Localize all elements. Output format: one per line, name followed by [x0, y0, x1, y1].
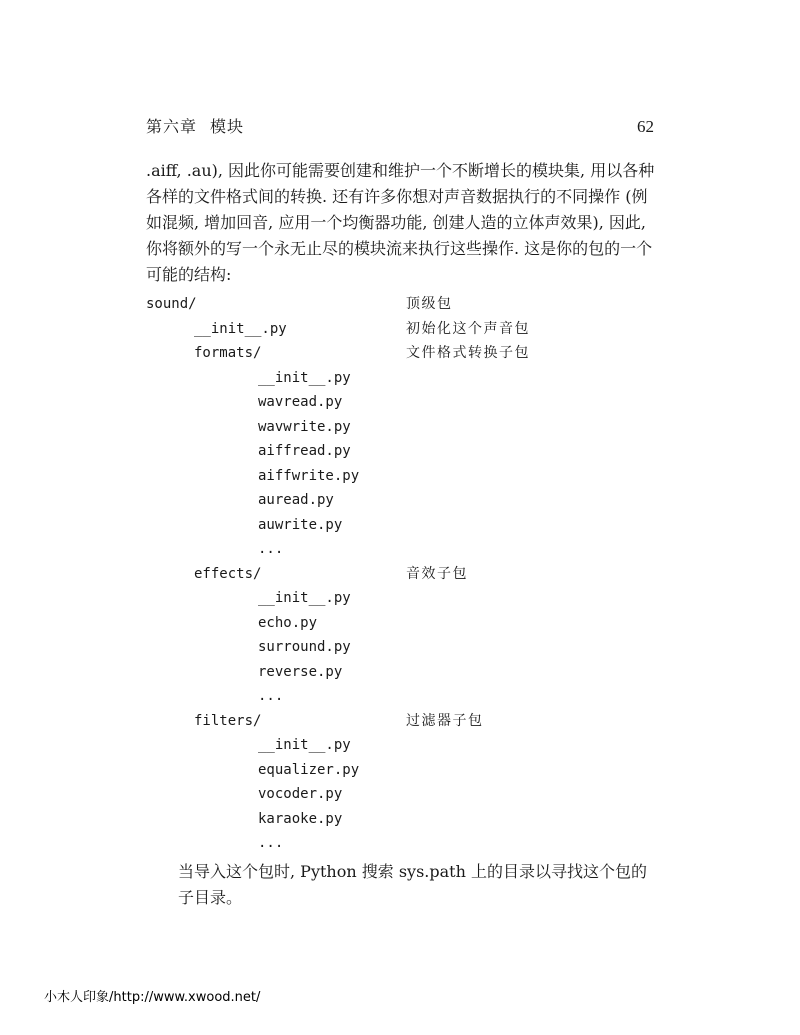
intro-paragraph: .aiff, .au), 因此你可能需要创建和维护一个不断增长的模块集, 用以各种各样的文件格式间的转换. 还有许多你想对声音数据执行的不同操作 (例如混频, 增加回音, 应用一个均衡器功能, 创建人造的立体声效果), 因此, 你将额外的写一个永无止尽的模块流来执行这些操作. 这是你的包的一个可能的结构: — [146, 161, 655, 284]
tree-entry-name: equalizer.py — [258, 761, 360, 778]
tree-entry-name: ... — [258, 688, 284, 704]
tree-entry-comment: 顶级包 — [406, 296, 453, 312]
tree-row — [146, 415, 666, 440]
tree-row — [146, 660, 666, 685]
tree-entry-name: echo.py — [258, 614, 318, 631]
tree-row — [146, 366, 666, 391]
tree-row — [146, 635, 666, 660]
tree-row — [146, 684, 666, 709]
tree-entry-name: karaoke.py — [258, 810, 343, 827]
tree-row — [146, 758, 666, 783]
tree-entry-name: reverse.py — [258, 663, 343, 680]
tree-entry-name: __init__.py — [258, 369, 351, 386]
tree-entry-name: surround.py — [258, 639, 351, 655]
tree-row — [146, 341, 666, 366]
tree-row — [146, 513, 666, 538]
tree-row — [146, 390, 666, 415]
tree-row — [146, 292, 666, 317]
tree-row — [146, 317, 666, 342]
page-header — [146, 112, 654, 142]
tree-entry-name: wavwrite.py — [258, 418, 351, 435]
page-number: 62 — [637, 117, 654, 136]
tree-entry-name: auwrite.py — [258, 516, 343, 533]
tree-entry-name: __init__.py — [194, 320, 287, 337]
tree-entry-name: auread.py — [258, 492, 334, 508]
tree-row — [146, 439, 666, 464]
tree-entry-name: wavread.py — [258, 394, 343, 410]
tree-entry-name: aiffwrite.py — [258, 467, 360, 484]
tree-row — [146, 709, 666, 734]
tree-entry-name: vocoder.py — [258, 786, 343, 802]
tree-entry-comment: 音效子包 — [406, 565, 468, 582]
tree-row — [146, 831, 666, 856]
tree-entry-name: effects/ — [194, 565, 262, 582]
tree-entry-name: sound/ — [146, 296, 197, 312]
section-title: 模块 — [210, 117, 245, 136]
tree-row — [146, 586, 666, 611]
tree-entry-comment: 过滤器子包 — [406, 712, 484, 729]
chapter-label: 第六章 — [146, 117, 198, 136]
package-structure-listing — [146, 292, 666, 856]
tree-row — [146, 488, 666, 513]
tree-entry-name: aiffread.py — [258, 443, 351, 459]
tree-row — [146, 733, 666, 758]
tree-row — [146, 807, 666, 832]
tree-entry-name: __init__.py — [258, 590, 351, 606]
tree-entry-name: __init__.py — [258, 737, 351, 753]
tree-entry-name: ... — [258, 541, 284, 557]
tree-entry-name: ... — [258, 835, 284, 851]
tree-row — [146, 537, 666, 562]
tree-entry-comment: 文件格式转换子包 — [406, 345, 530, 361]
tree-row — [146, 782, 666, 807]
tree-entry-name: formats/ — [194, 345, 262, 361]
footer-watermark: 小木人印象/http://www.xwood.net/ — [44, 990, 261, 1005]
tree-row — [146, 464, 666, 489]
closing-paragraph: 当导入这个包时, Python 搜索 sys.path 上的目录以寻找这个包的子目录。 — [178, 862, 647, 907]
tree-entry-name: filters/ — [194, 712, 262, 729]
tree-row — [146, 562, 666, 587]
tree-entry-comment: 初始化这个声音包 — [406, 320, 530, 337]
tree-row — [146, 611, 666, 636]
